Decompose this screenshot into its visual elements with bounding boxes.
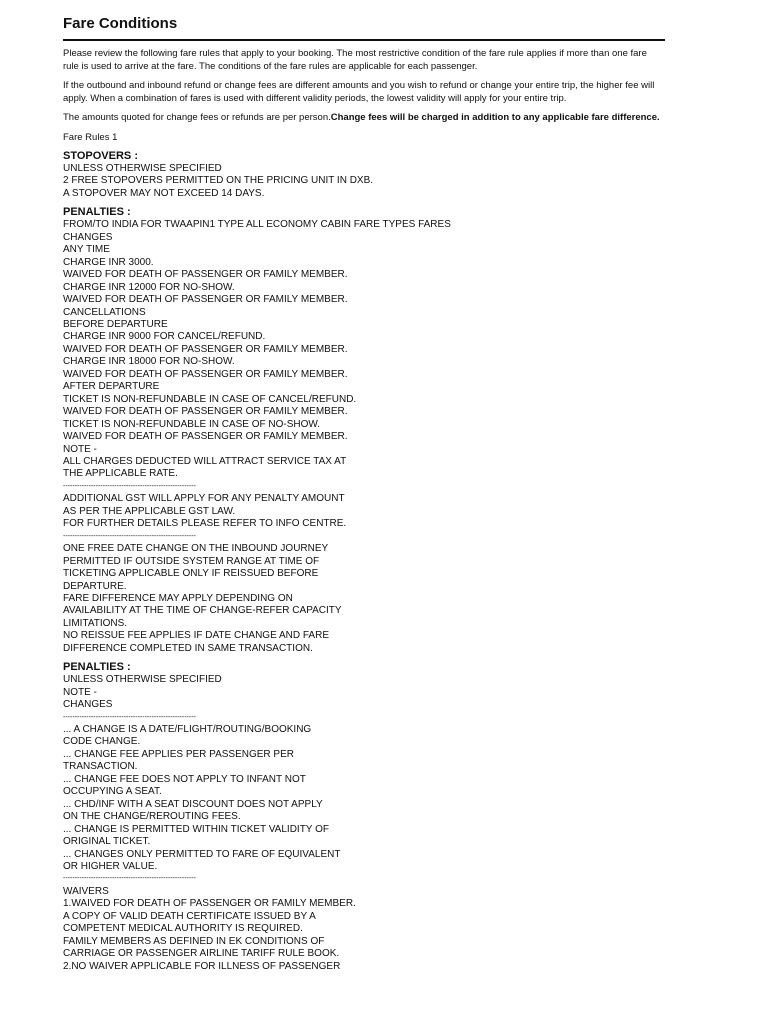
rule-line: NOTE - bbox=[63, 443, 97, 455]
intro-paragraph-1: Please review the following fare rules that apply to your booking. The most restrictive condition of the fare rule applies if more than one fare rule is used to arrive at the fare. The conditions of the fare rules are applicable for each passenger. bbox=[63, 48, 647, 72]
rule-line: CHANGES bbox=[63, 699, 113, 711]
rule-line: UNLESS OTHERWISE SPECIFIED bbox=[63, 163, 222, 174]
intro-paragraph-3-bold: Change fees will be charged in addition to any applicable fare difference. bbox=[330, 112, 660, 123]
rule-line: FARE DIFFERENCE MAY APPLY DEPENDING ON bbox=[63, 592, 293, 604]
rule-line: CHANGES bbox=[63, 231, 113, 243]
rule-section bbox=[63, 661, 665, 973]
rule-line: LIMITATIONS. bbox=[63, 617, 128, 629]
rule-line: BEFORE DEPARTURE bbox=[63, 318, 168, 330]
dashed-divider: --------------------------------------------------------- bbox=[63, 875, 196, 883]
dashed-divider: --------------------------------------------------------- bbox=[63, 532, 196, 540]
rule-line: A STOPOVER MAY NOT EXCEED 14 DAYS. bbox=[63, 187, 265, 199]
rule-line: FAMILY MEMBERS AS DEFINED IN EK CONDITIONS OF bbox=[63, 935, 325, 947]
section-lines bbox=[63, 674, 665, 973]
rule-section bbox=[63, 206, 665, 655]
rule-line: CODE CHANGE. bbox=[63, 736, 141, 748]
rule-line: TICKETING APPLICABLE ONLY IF REISSUED BEFORE bbox=[63, 568, 319, 580]
rule-line: CARRIAGE OR PASSENGER AIRLINE TARIFF RULE BOOK. bbox=[63, 948, 340, 960]
rule-line: WAIVED FOR DEATH OF PASSENGER OR FAMILY MEMBER. bbox=[63, 368, 348, 380]
rule-line: TRANSACTION. bbox=[63, 761, 138, 773]
section-lines bbox=[63, 163, 665, 200]
rule-line: NO REISSUE FEE APPLIES IF DATE CHANGE AND FARE bbox=[63, 630, 329, 642]
intro-section bbox=[63, 48, 665, 125]
rule-line: 2.NO WAIVER APPLICABLE FOR ILLNESS OF PASSENGER bbox=[63, 960, 341, 972]
rule-line: ONE FREE DATE CHANGE ON THE INBOUND JOURNEY bbox=[63, 543, 329, 555]
page-title: Fare Conditions bbox=[63, 15, 178, 32]
rule-section bbox=[63, 150, 665, 200]
intro-paragraph-3-normal: The amounts quoted for change fees or refunds are per person. bbox=[63, 112, 331, 123]
rule-line: WAIVED FOR DEATH OF PASSENGER OR FAMILY MEMBER. bbox=[63, 406, 348, 418]
rule-line: A COPY OF VALID DEATH CERTIFICATE ISSUED BY A bbox=[63, 910, 316, 922]
rule-line: NOTE - bbox=[63, 686, 97, 698]
rule-line: CHARGE INR 9000 FOR CANCEL/REFUND. bbox=[63, 331, 266, 343]
rule-line: FOR FURTHER DETAILS PLEASE REFER TO INFO CENTRE. bbox=[63, 518, 347, 530]
rule-line: WAIVED FOR DEATH OF PASSENGER OR FAMILY MEMBER. bbox=[63, 431, 348, 443]
rule-line: ... CHANGES ONLY PERMITTED TO FARE OF EQUIVALENT bbox=[63, 848, 341, 860]
rule-line: AS PER THE APPLICABLE GST LAW. bbox=[63, 505, 236, 517]
rule-line: OCCUPYING A SEAT. bbox=[63, 786, 162, 798]
rule-line: TICKET IS NON-REFUNDABLE IN CASE OF CANCEL/REFUND. bbox=[63, 393, 357, 405]
intro-paragraph-3 bbox=[63, 112, 665, 125]
title-divider bbox=[63, 39, 665, 41]
rule-line: ... CHANGE IS PERMITTED WITHIN TICKET VALIDITY OF bbox=[63, 823, 329, 835]
rule-line: COMPETENT MEDICAL AUTHORITY IS REQUIRED. bbox=[63, 923, 303, 935]
rule-line: AFTER DEPARTURE bbox=[63, 381, 160, 393]
section-lines bbox=[63, 219, 665, 655]
rule-line: 1.WAIVED FOR DEATH OF PASSENGER OR FAMILY MEMBER. bbox=[63, 898, 356, 910]
rule-line: FROM/TO INDIA FOR TWAAPIN1 TYPE ALL ECONOMY CABIN FARE TYPES FARES bbox=[63, 219, 451, 231]
rule-line: ORIGINAL TICKET. bbox=[63, 836, 151, 848]
fare-rule-sections bbox=[63, 150, 665, 973]
rule-line: ... A CHANGE IS A DATE/FLIGHT/ROUTING/BOOKING bbox=[63, 724, 312, 736]
section-title: STOPOVERS : bbox=[63, 150, 138, 162]
dashed-divider: --------------------------------------------------------- bbox=[63, 713, 196, 721]
rule-line: ALL CHARGES DEDUCTED WILL ATTRACT SERVICE TAX AT bbox=[63, 455, 347, 467]
rule-line: CANCELLATIONS bbox=[63, 306, 146, 318]
rule-line: ... CHANGE FEE DOES NOT APPLY TO INFANT NOT bbox=[63, 773, 306, 785]
rule-line: 2 FREE STOPOVERS PERMITTED ON THE PRICING UNIT IN DXB. bbox=[63, 175, 374, 187]
rule-line: OR HIGHER VALUE. bbox=[63, 861, 158, 873]
rule-line: DEPARTURE. bbox=[63, 580, 127, 592]
rule-line: WAIVED FOR DEATH OF PASSENGER OR FAMILY MEMBER. bbox=[63, 294, 348, 306]
rule-line: WAIVED FOR DEATH OF PASSENGER OR FAMILY MEMBER. bbox=[63, 269, 348, 281]
rule-line: UNLESS OTHERWISE SPECIFIED bbox=[63, 674, 222, 686]
rule-line: ANY TIME bbox=[63, 244, 110, 256]
section-title: PENALTIES : bbox=[63, 661, 131, 674]
rule-line: ON THE CHANGE/REROUTING FEES. bbox=[63, 811, 241, 823]
rule-line: WAIVERS bbox=[63, 885, 109, 897]
rule-line: TICKET IS NON-REFUNDABLE IN CASE OF NO-SHOW. bbox=[63, 418, 321, 430]
rule-line: ... CHD/INF WITH A SEAT DISCOUNT DOES NOT APPLY bbox=[63, 798, 323, 810]
fare-conditions-document bbox=[63, 14, 665, 973]
rule-line: CHARGE INR 12000 FOR NO-SHOW. bbox=[63, 281, 235, 293]
section-title: PENALTIES : bbox=[63, 206, 131, 219]
rule-line: WAIVED FOR DEATH OF PASSENGER OR FAMILY MEMBER. bbox=[63, 343, 348, 355]
fare-rules-label: Fare Rules 1 bbox=[63, 131, 118, 143]
rule-line: CHARGE INR 18000 FOR NO-SHOW. bbox=[63, 356, 235, 368]
rule-line: ADDITIONAL GST WILL APPLY FOR ANY PENALTY AMOUNT bbox=[63, 493, 345, 505]
rule-line: ... CHANGE FEE APPLIES PER PASSENGER PER bbox=[63, 748, 294, 760]
rule-line: AVAILABILITY AT THE TIME OF CHANGE-REFER CAPACITY bbox=[63, 605, 342, 617]
rule-line: DIFFERENCE COMPLETED IN SAME TRANSACTION. bbox=[63, 642, 313, 654]
intro-paragraph-2: If the outbound and inbound refund or change fees are different amounts and you wish to refund or change your entire trip, the higher fee will apply. When a combination of fares is used with different validity periods, the lowest validity will apply for your entire trip. bbox=[63, 80, 655, 104]
rule-line: PERMITTED IF OUTSIDE SYSTEM RANGE AT TIME OF bbox=[63, 555, 320, 567]
rule-line: THE APPLICABLE RATE. bbox=[63, 468, 178, 480]
rule-line: CHARGE INR 3000. bbox=[63, 256, 154, 268]
dashed-divider: --------------------------------------------------------- bbox=[63, 482, 196, 490]
